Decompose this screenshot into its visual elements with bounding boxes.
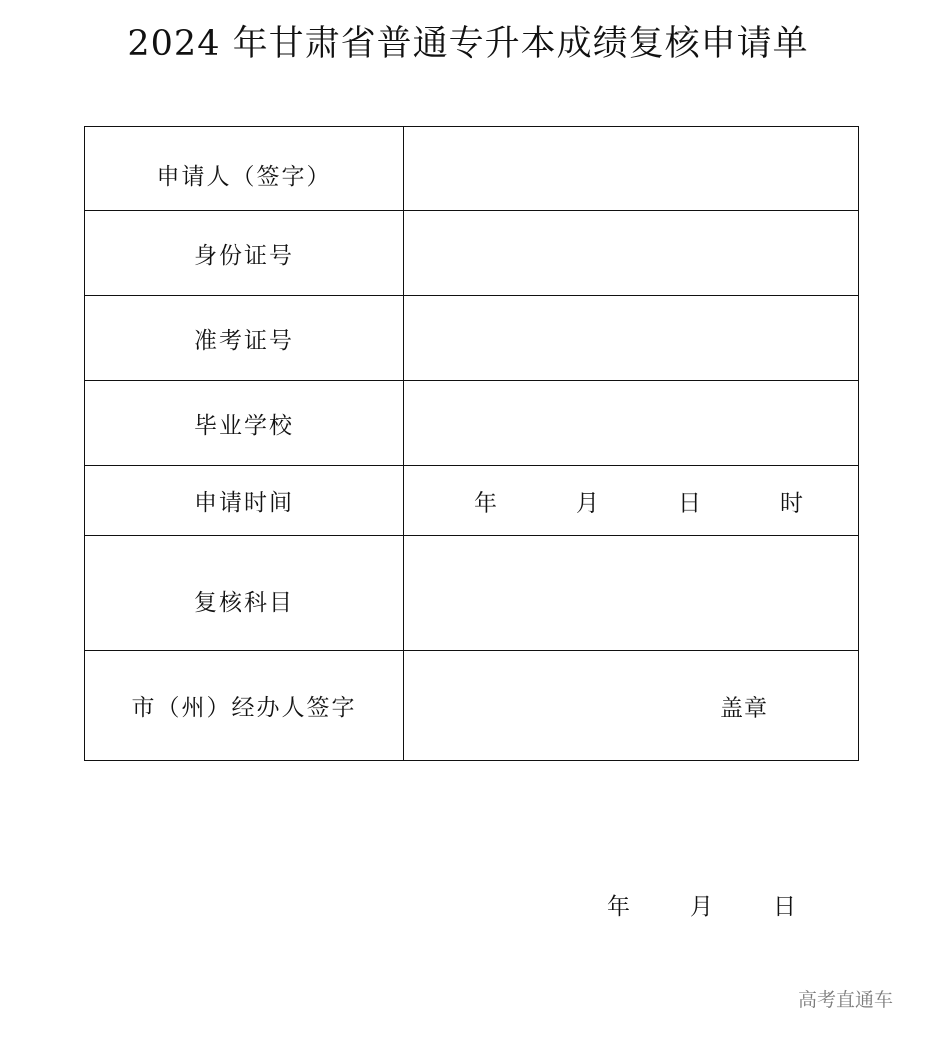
graduation-school-field[interactable]: [404, 381, 859, 466]
id-number-field[interactable]: [404, 211, 859, 296]
form-row-id-number: [85, 211, 859, 296]
year-unit-label: 年: [474, 490, 497, 516]
graduation-school-label: 毕业学校: [194, 412, 294, 439]
form-row-application-time: [85, 466, 859, 536]
form-label-cell: [85, 651, 404, 761]
seal-label: 盖章: [720, 695, 768, 721]
signature-day-label: 日: [773, 894, 796, 920]
form-row-handler-signature: [85, 651, 859, 761]
form-label-cell: [85, 466, 404, 536]
form-label-cell: [85, 127, 404, 211]
id-number-label: 身份证号: [194, 242, 294, 269]
handler-signature-label: 市（州）经办人签字: [131, 695, 357, 721]
review-subject-field[interactable]: [404, 536, 859, 651]
signature-month-label: 月: [690, 894, 713, 920]
application-time-label: 申请时间: [194, 490, 294, 516]
form-row-applicant-signature: [85, 127, 859, 211]
day-unit-label: 日: [678, 490, 701, 516]
applicant-signature-field[interactable]: [404, 127, 859, 211]
form-row-exam-ticket-number: [85, 296, 859, 381]
handler-signature-field[interactable]: [404, 651, 859, 761]
document-title: 2024 年甘肃省普通专升本成绩复核申请单: [127, 24, 809, 64]
form-row-graduation-school: [85, 381, 859, 466]
signature-year-label: 年: [607, 894, 630, 920]
form-label-cell: [85, 536, 404, 651]
review-subject-label: 复核科目: [194, 589, 294, 616]
watermark-text: 高考直通车: [798, 989, 894, 1011]
exam-ticket-number-label: 准考证号: [194, 327, 294, 354]
form-label-cell: [85, 381, 404, 466]
form-label-cell: [85, 211, 404, 296]
review-application-form: [84, 126, 859, 761]
hour-unit-label: 时: [780, 490, 803, 516]
month-unit-label: 月: [576, 490, 599, 516]
form-label-cell: [85, 296, 404, 381]
applicant-signature-label: 申请人（签字）: [156, 164, 332, 190]
exam-ticket-number-field[interactable]: [404, 296, 859, 381]
application-time-field[interactable]: [404, 466, 859, 536]
form-row-review-subject: [85, 536, 859, 651]
